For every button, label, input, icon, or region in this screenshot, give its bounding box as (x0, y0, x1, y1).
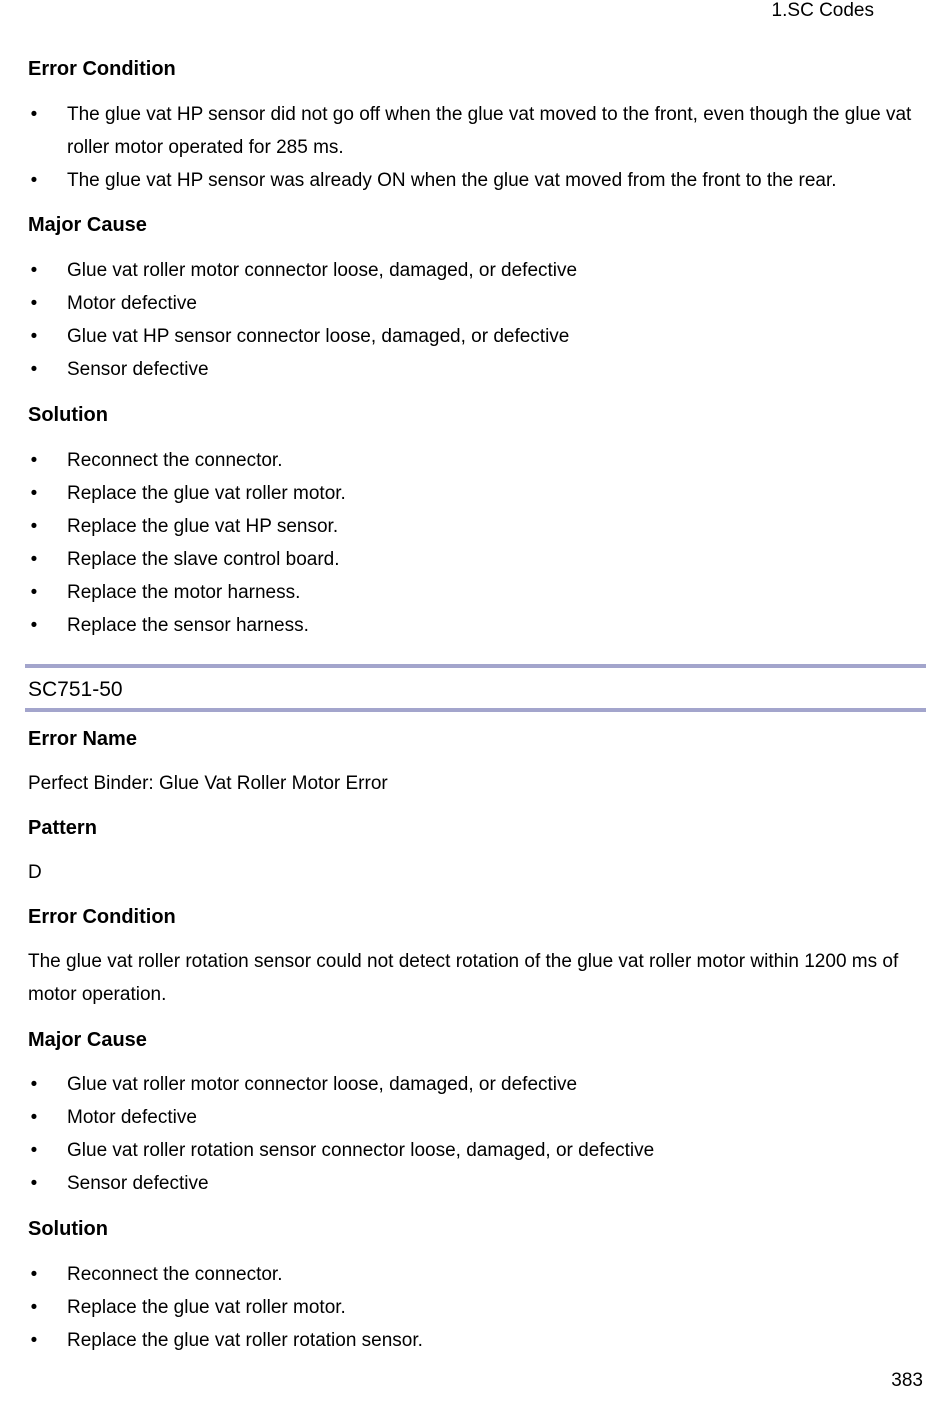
pattern-value: D (28, 862, 42, 883)
list-item: • Motor defective (28, 1101, 918, 1134)
error-name-text: Perfect Binder: Glue Vat Roller Motor Error (28, 773, 388, 794)
running-header: 1.SC Codes (771, 0, 874, 21)
solution-list (28, 444, 918, 642)
list-item: • Motor defective (28, 287, 918, 320)
bullet-icon: • (30, 170, 38, 191)
bullet-icon: • (30, 582, 38, 603)
pattern-heading: Pattern (28, 817, 97, 839)
bullet-icon: • (30, 104, 38, 125)
bullet-icon: • (30, 1074, 38, 1095)
sc-code-banner (25, 664, 926, 712)
bullet-icon: • (30, 450, 38, 471)
list-item: • Glue vat HP sensor connector loose, damaged, or defective (28, 320, 918, 353)
error-condition-heading-2: Error Condition (28, 906, 176, 928)
bullet-icon: • (30, 1264, 38, 1285)
bullet-icon: • (30, 260, 38, 281)
solution-heading: Solution (28, 404, 108, 426)
list-item: • Replace the motor harness. (28, 576, 918, 609)
list-item: • Replace the glue vat roller motor. (28, 477, 918, 510)
list-item: • Replace the glue vat roller motor. (28, 1291, 918, 1324)
bullet-icon: • (30, 1297, 38, 1318)
bullet-icon: • (30, 1140, 38, 1161)
list-item: • Sensor defective (28, 1167, 918, 1200)
sc-code-title: SC751-50 (28, 678, 123, 701)
major-cause-list-2 (28, 1068, 918, 1200)
major-cause-list (28, 254, 918, 386)
error-condition-text: The glue vat roller rotation sensor could not detect rotation of the glue vat roller motor within 1200 ms of motor operation. (28, 951, 899, 1005)
bullet-icon: • (30, 1173, 38, 1194)
bullet-icon: • (30, 549, 38, 570)
list-item: • Glue vat roller motor connector loose, damaged, or defective (28, 254, 918, 287)
bullet-icon: • (30, 326, 38, 347)
error-condition-heading: Error Condition (28, 58, 176, 80)
error-name-heading: Error Name (28, 728, 137, 750)
solution-heading-2: Solution (28, 1218, 108, 1240)
list-item: • The glue vat HP sensor did not go off when the glue vat moved to the front, even though the glue vat roller motor operated for 285 ms. (28, 98, 918, 164)
list-item: • Reconnect the connector. (28, 444, 918, 477)
bullet-icon: • (30, 293, 38, 314)
list-item: • Reconnect the connector. (28, 1258, 918, 1291)
solution-list-2 (28, 1258, 918, 1357)
major-cause-heading: Major Cause (28, 214, 147, 236)
list-item: • Glue vat roller motor connector loose, damaged, or defective (28, 1068, 918, 1101)
bullet-icon: • (30, 615, 38, 636)
list-item: • Glue vat roller rotation sensor connector loose, damaged, or defective (28, 1134, 918, 1167)
bullet-icon: • (30, 1107, 38, 1128)
list-item: • Sensor defective (28, 353, 918, 386)
list-item: • Replace the sensor harness. (28, 609, 918, 642)
list-item: • The glue vat HP sensor was already ON when the glue vat moved from the front to the rear. (28, 164, 918, 197)
bullet-icon: • (30, 1330, 38, 1351)
bullet-icon: • (30, 483, 38, 504)
page-number: 383 (891, 1370, 923, 1391)
bullet-icon: • (30, 359, 38, 380)
list-item: • Replace the slave control board. (28, 543, 918, 576)
error-condition-list (28, 98, 918, 197)
list-item: • Replace the glue vat roller rotation sensor. (28, 1324, 918, 1357)
bullet-icon: • (30, 516, 38, 537)
list-item: • Replace the glue vat HP sensor. (28, 510, 918, 543)
major-cause-heading-2: Major Cause (28, 1029, 147, 1051)
